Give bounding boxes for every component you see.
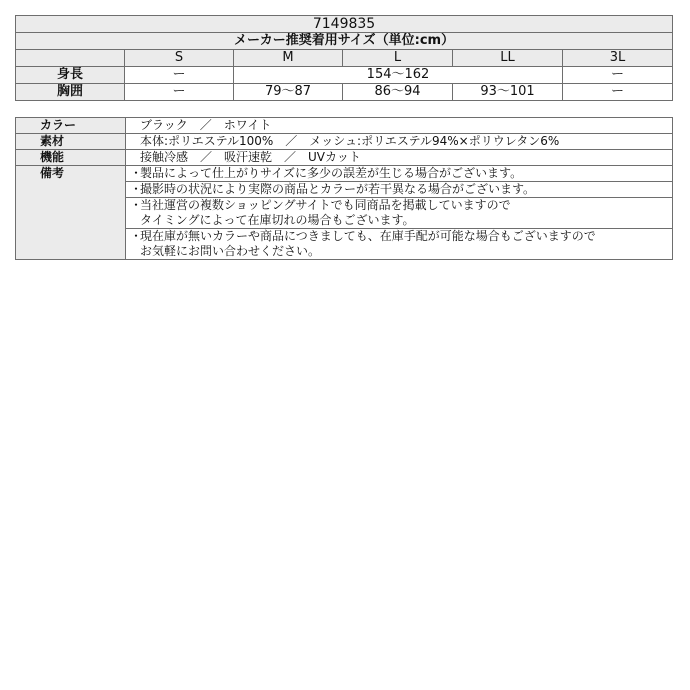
product-code: 7149835 — [16, 16, 673, 33]
color-label: カラー — [16, 118, 126, 134]
height-row — [16, 67, 673, 84]
material-row — [16, 134, 673, 150]
function-label: 機能 — [16, 150, 126, 166]
height-3l: ー — [563, 67, 673, 84]
height-m-ll: 154～162 — [234, 67, 563, 84]
chest-m: 79～87 — [234, 84, 343, 101]
note-text-continued: タイミングによって在庫切れの場合もございます。 — [140, 213, 415, 227]
function-value: 接触冷感 ／ 吸汗速乾 ／ UVカット — [126, 150, 673, 166]
size-header-s: S — [125, 50, 234, 67]
note-text: 現在庫が無いカラーや商品につきましても、在庫手配が可能な場合もございますので — [140, 229, 596, 243]
chest-row — [16, 84, 673, 101]
color-row — [16, 118, 673, 134]
note-item — [126, 198, 673, 229]
size-header-3l: 3L — [563, 50, 673, 67]
note-bullet: ・ — [130, 166, 143, 180]
notes-row — [16, 166, 673, 182]
material-value: 本体:ポリエステル100% ／ メッシュ:ポリエステル94%×ポリウレタン6% — [126, 134, 673, 150]
note-bullet: ・ — [130, 182, 143, 196]
chest-ll: 93～101 — [453, 84, 563, 101]
chest-3l: ー — [563, 84, 673, 101]
function-row — [16, 150, 673, 166]
size-table-subtitle: メーカー推奨着用サイズ（単位:cm） — [16, 33, 673, 50]
material-label: 素材 — [16, 134, 126, 150]
note-text: 当社運営の複数ショッピングサイトでも同商品を掲載していますので — [140, 198, 511, 212]
size-header-l: L — [343, 50, 453, 67]
chest-label: 胸囲 — [16, 84, 125, 101]
note-item — [126, 182, 673, 198]
note-bullet: ・ — [130, 229, 143, 243]
note-text: 製品によって仕上がりサイズに多少の誤差が生じる場合がございます。 — [140, 166, 523, 180]
height-label: 身長 — [16, 67, 125, 84]
product-info-table — [15, 117, 673, 260]
size-header-row — [16, 50, 673, 67]
color-value: ブラック ／ ホワイト — [126, 118, 673, 134]
note-text-continued: お気軽にお問い合わせください。 — [140, 244, 321, 258]
size-header-m: M — [234, 50, 343, 67]
size-header-blank — [16, 50, 125, 67]
chest-s: ー — [125, 84, 234, 101]
note-text: 撮影時の状況により実際の商品とカラーが若干異なる場合がございます。 — [140, 182, 536, 196]
chest-l: 86～94 — [343, 84, 453, 101]
size-chart-table — [15, 15, 673, 101]
height-s: ー — [125, 67, 234, 84]
note-item — [126, 229, 673, 260]
notes-label: 備考 — [16, 166, 126, 260]
note-item — [126, 166, 673, 182]
size-header-ll: LL — [453, 50, 563, 67]
note-bullet: ・ — [130, 198, 143, 212]
